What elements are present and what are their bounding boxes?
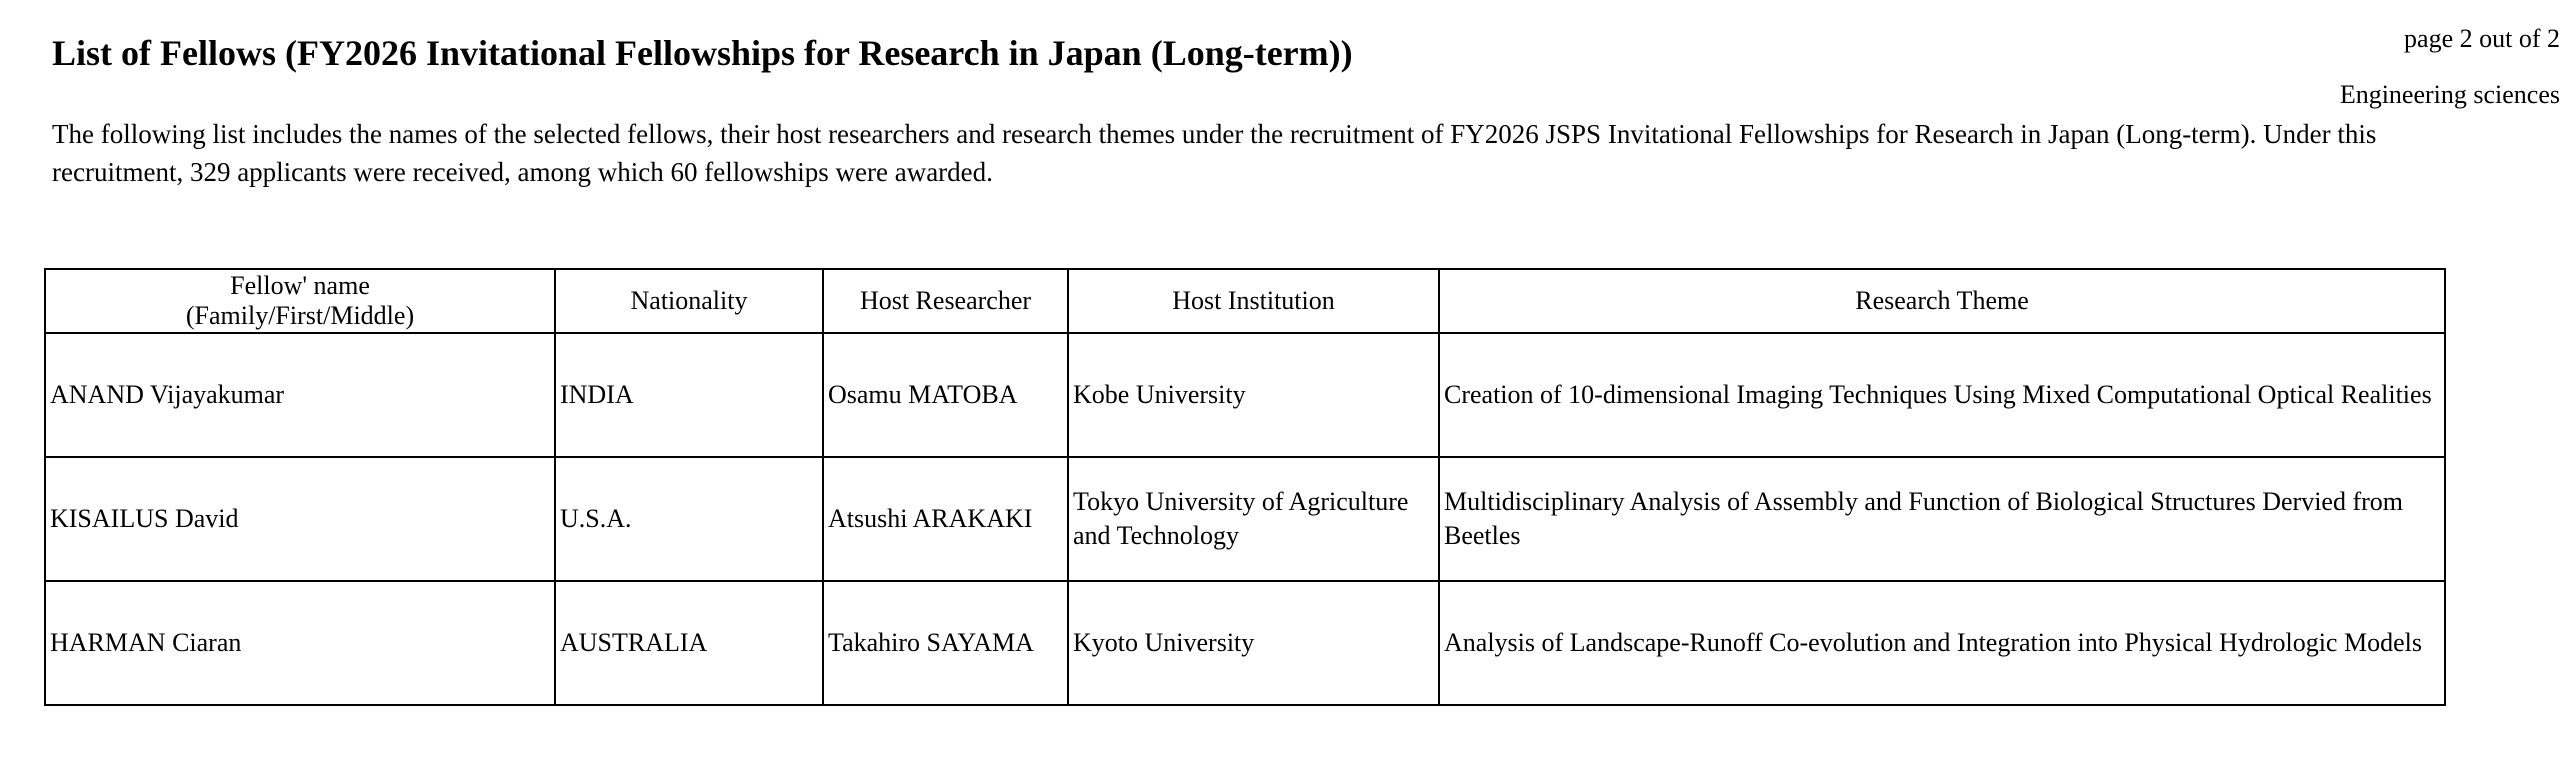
fellows-table (44, 268, 2446, 706)
cell-nationality: AUSTRALIA (555, 581, 823, 705)
table-row (45, 581, 2445, 705)
cell-host-researcher: Osamu MATOBA (823, 333, 1068, 457)
header-host-researcher: Host Researcher (823, 269, 1068, 333)
table-row (45, 333, 2445, 457)
cell-research-theme: Multidisciplinary Analysis of Assembly and Function of Biological Structures Dervied from Beetles (1439, 457, 2445, 581)
page-indicator: page 2 out of 2 (2404, 24, 2560, 53)
header-fellow-name-line1: Fellow' name (230, 271, 370, 300)
cell-research-theme: Analysis of Landscape-Runoff Co-evolution and Integration into Physical Hydrologic Models (1439, 581, 2445, 705)
cell-fellow-name: KISAILUS David (45, 457, 555, 581)
cell-fellow-name: ANAND Vijayakumar (45, 333, 555, 457)
cell-fellow-name: HARMAN Ciaran (45, 581, 555, 705)
header-research-theme: Research Theme (1439, 269, 2445, 333)
header-fellow-name-line2: (Family/First/Middle) (185, 301, 415, 330)
cell-nationality: INDIA (555, 333, 823, 457)
cell-host-institution: Tokyo University of Agriculture and Technology (1068, 457, 1439, 581)
table-header-row (45, 269, 2445, 333)
cell-nationality: U.S.A. (555, 457, 823, 581)
cell-host-institution: Kobe University (1068, 333, 1439, 457)
research-field-label: Engineering sciences (2339, 80, 2560, 109)
cell-host-researcher: Takahiro SAYAMA (823, 581, 1068, 705)
cell-host-institution: Kyoto University (1068, 581, 1439, 705)
header-host-institution: Host Institution (1068, 269, 1439, 333)
header-fellow-name (45, 269, 555, 333)
cell-research-theme: Creation of 10-dimensional Imaging Techniques Using Mixed Computational Optical Realities (1439, 333, 2445, 457)
cell-host-researcher: Atsushi ARAKAKI (823, 457, 1068, 581)
intro-paragraph: The following list includes the names of the selected fellows, their host researchers and research themes under the recruitment of FY2026 JSPS Invitational Fellowships for Research in Japan (Long-term). Under this recruitment, 329 applicants were received, among which 60 fellowships were awarded. (52, 119, 2377, 187)
document-title: List of Fellows (FY2026 Invitational Fellowships for Research in Japan (Long-term)) (52, 33, 1353, 73)
header-nationality: Nationality (555, 269, 823, 333)
table-row (45, 457, 2445, 581)
